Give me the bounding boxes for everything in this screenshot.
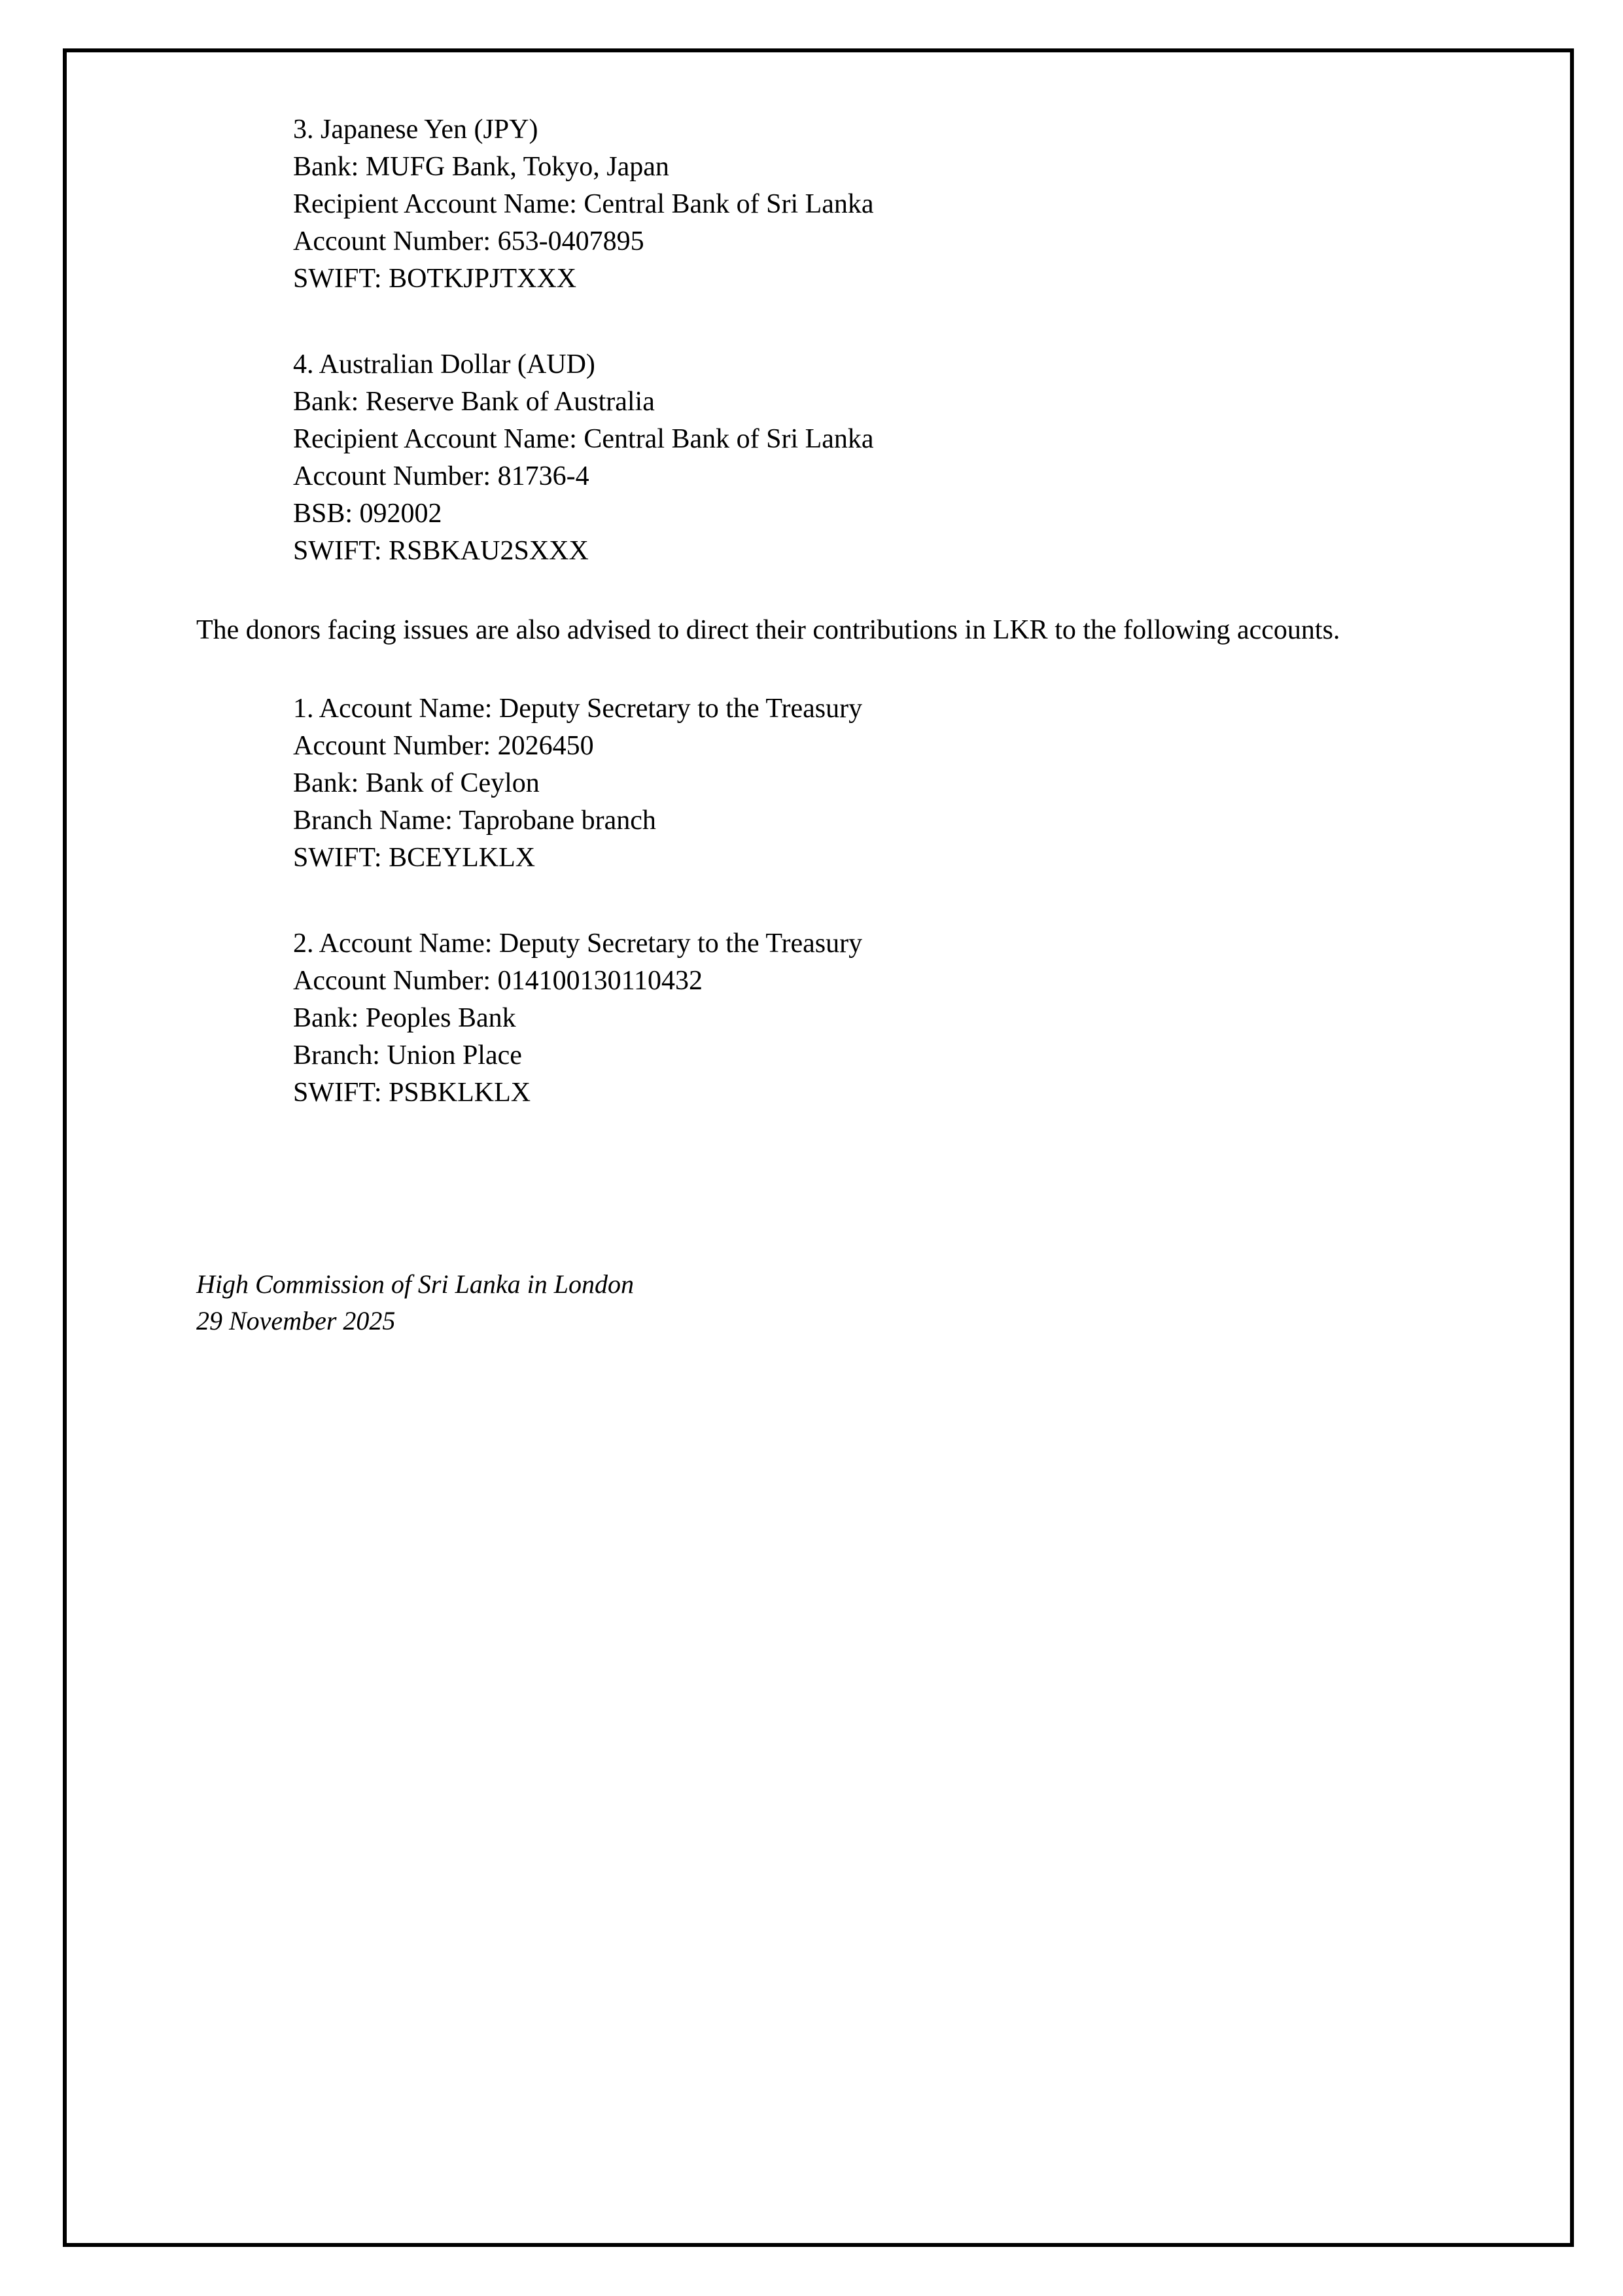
account-line: Bank: Bank of Ceylon — [293, 768, 540, 798]
account-line: 3. Japanese Yen (JPY) — [293, 115, 538, 145]
account-line: Account Number: 653-0407895 — [293, 226, 644, 256]
account-line: 4. Australian Dollar (AUD) — [293, 349, 595, 380]
account-block-lkr-2 — [293, 925, 1452, 1112]
account-line: Branch Name: Taprobane branch — [293, 805, 656, 836]
spacer — [196, 877, 1452, 925]
account-line: 2. Account Name: Deputy Secretary to the Treasury — [293, 928, 863, 959]
account-line: BSB: 092002 — [293, 499, 442, 529]
spacer — [196, 570, 1452, 607]
lkr-intro-paragraph: The donors facing issues are also advised to direct their contributions in LKR to the following accounts. — [196, 615, 1340, 645]
spacer — [196, 654, 1452, 690]
account-block-aud — [293, 346, 1452, 570]
account-block-jpy — [293, 111, 1452, 298]
account-line: Account Number: 81736-4 — [293, 461, 589, 491]
signoff-date: 29 November 2025 — [196, 1306, 396, 1335]
account-line: SWIFT: BCEYLKLX — [293, 843, 536, 873]
account-line: SWIFT: RSBKAU2SXXX — [293, 536, 589, 566]
account-line: Bank: Reserve Bank of Australia — [293, 387, 655, 417]
account-line: SWIFT: BOTKJPJTXXX — [293, 264, 577, 294]
account-line: Account Number: 2026450 — [293, 731, 594, 761]
account-block-lkr-1 — [293, 690, 1452, 877]
account-line: Branch: Union Place — [293, 1040, 522, 1070]
signoff-organisation: High Commission of Sri Lanka in London — [196, 1269, 634, 1299]
document-body — [196, 111, 1452, 1339]
spacer — [196, 298, 1452, 346]
account-line: Bank: Peoples Bank — [293, 1003, 516, 1033]
spacer — [196, 1112, 1452, 1266]
account-line: 1. Account Name: Deputy Secretary to the Treasury — [293, 694, 863, 724]
account-line: Account Number: 014100130110432 — [293, 966, 703, 996]
account-line: Bank: MUFG Bank, Tokyo, Japan — [293, 152, 669, 182]
signoff-block — [196, 1266, 1452, 1339]
account-line: Recipient Account Name: Central Bank of Sri Lanka — [293, 424, 874, 454]
account-line: Recipient Account Name: Central Bank of Sri Lanka — [293, 189, 874, 219]
account-line: SWIFT: PSBKLKLX — [293, 1078, 531, 1108]
